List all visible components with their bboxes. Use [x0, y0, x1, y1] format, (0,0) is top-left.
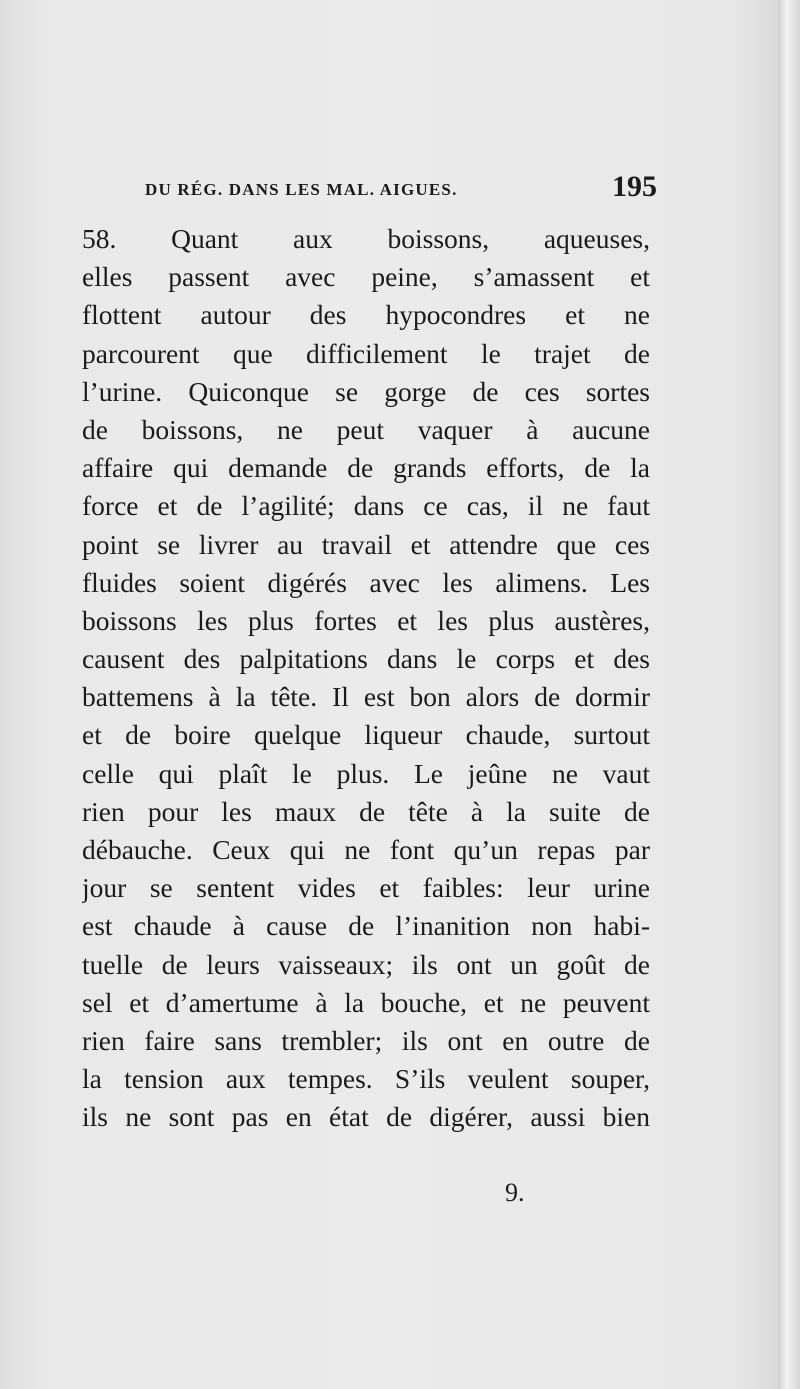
text-line: affaire qui demande de grands efforts, de la — [82, 452, 650, 484]
text-line: causent des palpitations dans le corps et des — [82, 643, 650, 675]
running-head-title: DU RÉG. DANS LES MAL. AIGUES. — [145, 180, 458, 199]
text-line: rien pour les maux de tête à la suite de — [82, 795, 650, 827]
text-line: flottent autour des hypocondres et ne — [82, 299, 650, 331]
text-line: jour se sentent vides et faibles: leur urine — [82, 872, 650, 904]
text-line: rien faire sans trembler; ils ont en outre de — [82, 1024, 650, 1056]
page-number: 195 — [612, 170, 657, 203]
text-line: est chaude à cause de l’inanition non habi- — [82, 910, 650, 942]
text-line: ils ne sont pas en état de digérer, aussi bien — [82, 1101, 650, 1133]
text-line: de boissons, ne peut vaquer à aucune — [82, 413, 650, 445]
text-line: boissons les plus fortes et les plus austères, — [82, 604, 650, 636]
text-line: débauche. Ceux qui ne font qu’un repas par — [82, 834, 650, 865]
text-line: battemens à la tête. Il est bon alors de dormir — [82, 681, 650, 713]
text-line: elles passent avec peine, s’amassent et — [82, 261, 650, 293]
signature-mark: 9. — [505, 1178, 525, 1207]
text-line: tuelle de leurs vaisseaux; ils ont un goût de — [82, 948, 650, 980]
text-line: sel et d’amertume à la bouche, et ne peuvent — [82, 986, 650, 1018]
text-line: celle qui plaît le plus. Le jeûne ne vaut — [82, 757, 650, 789]
text-line: l’urine. Quiconque se gorge de ces sortes — [82, 375, 650, 407]
text-line: la tension aux tempes. S’ils veulent souper, — [82, 1063, 650, 1095]
page-edge — [778, 0, 800, 1389]
body-paragraph — [82, 220, 650, 1137]
text-line: fluides soient digérés avec les alimens. Les — [82, 566, 650, 598]
running-head — [145, 170, 657, 210]
text-line: parcourent que difficilement le trajet de — [82, 337, 650, 369]
text-line: force et de l’agilité; dans ce cas, il ne faut — [82, 490, 650, 522]
text-line: et de boire quelque liqueur chaude, surtout — [82, 719, 650, 751]
text-line: 58. Quant aux boissons, aqueuses, — [82, 223, 650, 254]
text-line: point se livrer au travail et attendre que ces — [82, 528, 650, 560]
